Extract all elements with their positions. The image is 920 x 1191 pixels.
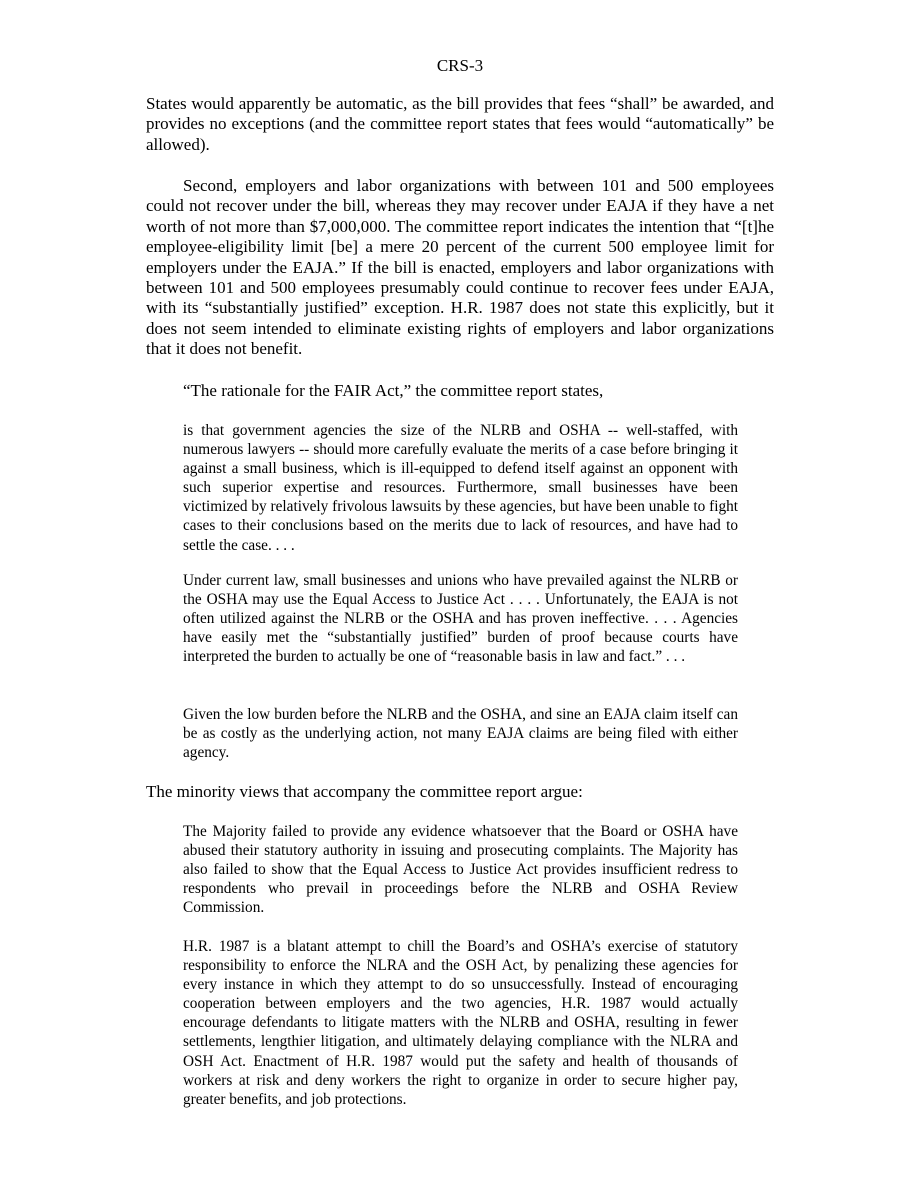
committee-quote-rationale: is that government agencies the size of the NLRB and OSHA -- well-staffed, with numerous lawyers -- should more carefully evaluate the merits of a case before bringing it against a small business, which is ill-equipped to defend itself against an opponent with such superior expertise and resources. Furthermore, small businesses have been victimized by relatively frivolous lawsuits by these agencies, but have been unable to fight cases to their conclusions based on the merits due to lack of resources, and have had to settle the case. . . . bbox=[183, 422, 738, 554]
paragraph-employee-limit: Second, employers and labor organizations with between 101 and 500 employees could not recover under the bill, whereas they may recover under EAJA if they have a net worth of not more than $7,000,000. The committee report indicates the intention that “[t]he employee-eligibility limit [be] a mere 20 percent of the current 500 employee limit for employers under the EAJA.” If the bill is enacted, employers and labor organizations with between 101 and 500 employees presumably could continue to recover fees under EAJA, with its “substantially justified” exception. H.R. 1987 does not state this explicitly, but it does not seem intended to eliminate existing rights of employers and labor organizations that it does not benefit. bbox=[146, 176, 774, 359]
committee-quote-current-law: Under current law, small businesses and unions who have prevailed against the NLRB or the OSHA may use the Equal Access to Justice Act . . . . Unfortunately, the EAJA is not often utilized against the NLRB or the OSHA and has proven ineffective. . . . Agencies have easily met the “substantially justified” burden of proof because courts have interpreted the burden to actually be one of “reasonable basis in law and fact.” . . . bbox=[183, 572, 738, 666]
minority-quote-evidence: The Majority failed to provide any evidence whatsoever that the Board or OSHA have abused their statutory authority in issuing and prosecuting complaints. The Majority has also failed to show that the Equal Access to Justice Act provides insufficient redress to respondents who prevail in proceedings before the NLRB and OSHA Review Commission. bbox=[183, 823, 738, 917]
minority-quote-chill: H.R. 1987 is a blatant attempt to chill the Board’s and OSHA’s exercise of statutory responsibility to enforce the NLRA and the OSH Act, by penalizing these agencies for every instance in which they attempt to do so unsuccessfully. Instead of encouraging cooperation between employers and the two agencies, H.R. 1987 would actually encourage defendants to litigate matters with the NLRB and OSHA, resulting in fewer settlements, lengthier litigation, and ultimately delaying compliance with the NLRA and OSH Act. Enactment of H.R. 1987 would put the safety and health of thousands of workers at risk and deny workers the right to organize in order to secure higher pay, greater benefits, and job protections. bbox=[183, 938, 738, 1108]
committee-report-lead: “The rationale for the FAIR Act,” the committee report states, bbox=[183, 381, 604, 400]
page-number: CRS-3 bbox=[436, 56, 484, 75]
committee-quote-low-burden: Given the low burden before the NLRB and the OSHA, and sine an EAJA claim itself can be as costly as the underlying action, not many EAJA claims are being filed with either agency. bbox=[183, 706, 738, 762]
minority-views-lead: The minority views that accompany the committee report argue: bbox=[146, 782, 583, 801]
paragraph-fee-award: States would apparently be automatic, as the bill provides that fees “shall” be awarded, and provides no exceptions (and the committee report states that fees would “automatically” be allowed). bbox=[146, 94, 774, 154]
